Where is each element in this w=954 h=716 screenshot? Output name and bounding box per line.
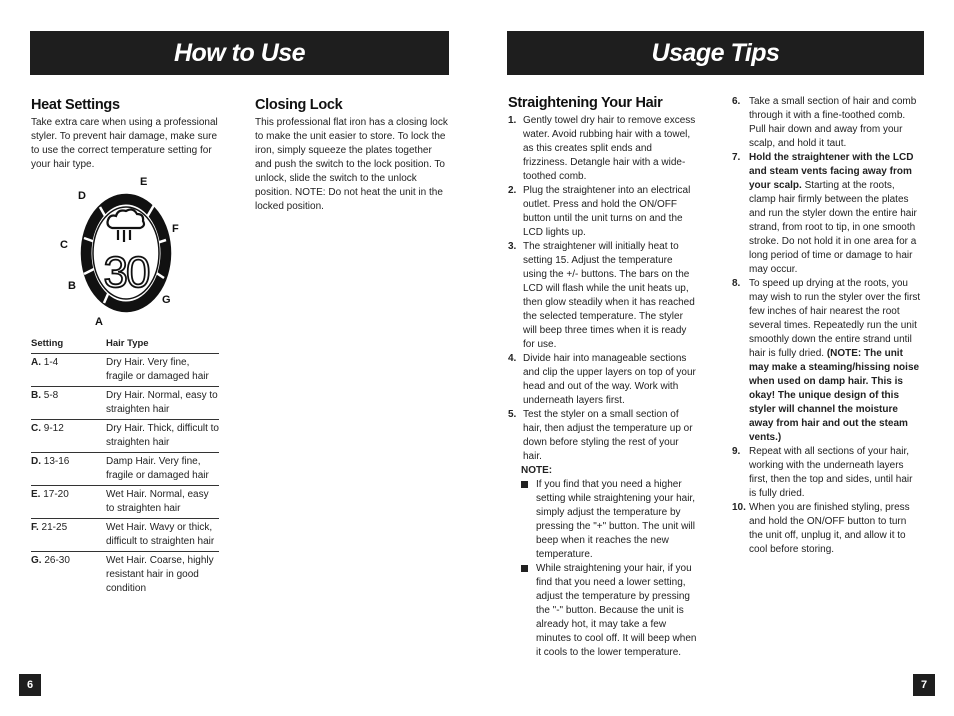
table-row: B. 5-8 Dry Hair. Normal, easy to straighten hair (31, 387, 219, 420)
square-bullet-icon (521, 481, 528, 488)
page-number-right: 7 (913, 674, 935, 696)
page-number-left: 6 (19, 674, 41, 696)
table-header-hair-type: Hair Type (106, 336, 219, 354)
straightening-steps-continued (732, 95, 922, 557)
note-title: NOTE: (521, 465, 553, 476)
heat-settings-heading: Heat Settings (31, 97, 120, 113)
dial-display-value: 30 (103, 248, 149, 297)
list-item: 1. Gently towel dry hair to remove excess water. Avoid rubbing hair with a towel, as this creates split ends and frizziness. Detangle hair with a wide-toothed comb. (508, 115, 696, 182)
list-item: 10. When you are finished styling, press and hold the ON/OFF button to turn the unit off, unplug it, and allow it to cool before storing. (732, 502, 910, 555)
straightening-section (508, 95, 698, 660)
dial-label-b: B (68, 280, 76, 292)
list-item: 7. Hold the straightener with the LCD and steam vents facing away from your scalp. Starting at the roots, clamp hair firmly between the plates and run the styler down the entire hair strand, from root to tip, in one smooth stroke. Do not hold it in one area for a long period of time or damage to hair may occur. (732, 152, 917, 275)
table-row: A. 1-4 Dry Hair. Very fine, fragile or damaged hair (31, 354, 219, 387)
note-bullet: While straightening your hair, if you find that you need a lower setting, adjust the temperature by pressing the "-" button. Because the unit is already hot, it may take a few minutes to cool off. It will beep when it cools to the lower temperature. (508, 562, 698, 660)
table-header-setting: Setting (31, 336, 106, 354)
dial-label-f: F (172, 223, 179, 235)
dial-label-d: D (78, 190, 86, 202)
list-item: 8. To speed up drying at the roots, you may wish to run the styler over the first few inches of hair nearest the root several times. Repeatedly run the unit smoothly down the entire strand until hair is fully dried. (NOTE: The unit may make a steaming/hissing noise when used on damp hair. This is okay! The unique design of this styler will channel the moisture away from hair and out the steam vents.) (732, 278, 921, 443)
temperature-dial-diagram (56, 170, 186, 330)
closing-lock-text: This professional flat iron has a closing lock to make the unit easier to store. To lock the iron, simply squeeze the plates together and push the switch to the lock position. To unlock, slide the switch to the unlock position. NOTE: Do not heat the unit in the locked position. (255, 117, 448, 212)
list-item: 9. Repeat with all sections of your hair, working with the underneath layers first, then the top and sides, until hair is fully dried. (732, 446, 913, 499)
table-row: E. 17-20 Wet Hair. Normal, easy to straighten hair (31, 486, 219, 519)
heat-settings-table (31, 336, 219, 598)
dial-label-e: E (140, 176, 148, 188)
square-bullet-icon (521, 565, 528, 572)
table-row: D. 13-16 Damp Hair. Very fine, fragile or damaged hair (31, 453, 219, 486)
list-item: 6. Take a small section of hair and comb through it with a fine-toothed comb. Pull hair down and away from your scalp, and hold it taut. (732, 96, 917, 149)
dial-label-c: C (60, 239, 68, 251)
closing-lock-heading: Closing Lock (255, 97, 343, 113)
heat-settings-text: Take extra care when using a professional styler. To prevent hair damage, make sure to use the correct temperature setting for your hair type. (31, 117, 218, 170)
list-item: 4. Divide hair into manageable sections and clip the upper layers on top of your head and out of the way. Work with underneath layers first. (508, 353, 696, 406)
banner-title: How to Use (173, 38, 306, 67)
heat-settings-section (31, 97, 221, 172)
how-to-use-banner (30, 31, 449, 75)
table-row: C. 9-12 Dry Hair. Thick, difficult to straighten hair (31, 420, 219, 453)
table-row: G. 26-30 Wet Hair. Coarse, highly resistant hair in good condition (31, 555, 214, 594)
steps-list (508, 114, 698, 464)
steps-list-continued (732, 95, 922, 557)
list-item: 5. Test the styler on a small section of hair, then adjust the temperature up or down before styling the rest of your hair. (508, 409, 693, 462)
list-item: 2. Plug the straightener into an electrical outlet. Press and hold the ON/OFF button until the unit turns on and the LCD lights up. (508, 185, 691, 238)
straightening-heading: Straightening Your Hair (508, 95, 663, 111)
note-bullet: If you find that you need a higher setting while straightening your hair, simply adjust the temperature by pressing the "+" button. The unit will beep when it reaches the new temperature. (508, 478, 698, 562)
banner-title: Usage Tips (651, 38, 780, 67)
table-row: F. 21-25 Wet Hair. Wavy or thick, difficult to straighten hair (31, 519, 219, 552)
closing-lock-section (255, 97, 449, 214)
usage-tips-banner (507, 31, 924, 75)
list-item: 3. The straightener will initially heat to setting 15. Adjust the temperature using the +/- buttons. The bars on the LCD will flash while the unit heats up, then glow steadily when it has reached the selected temperature. The styler will beep three times when it is ready for use. (508, 241, 695, 350)
dial-label-a: A (95, 316, 103, 328)
dial-label-g: G (162, 294, 171, 306)
